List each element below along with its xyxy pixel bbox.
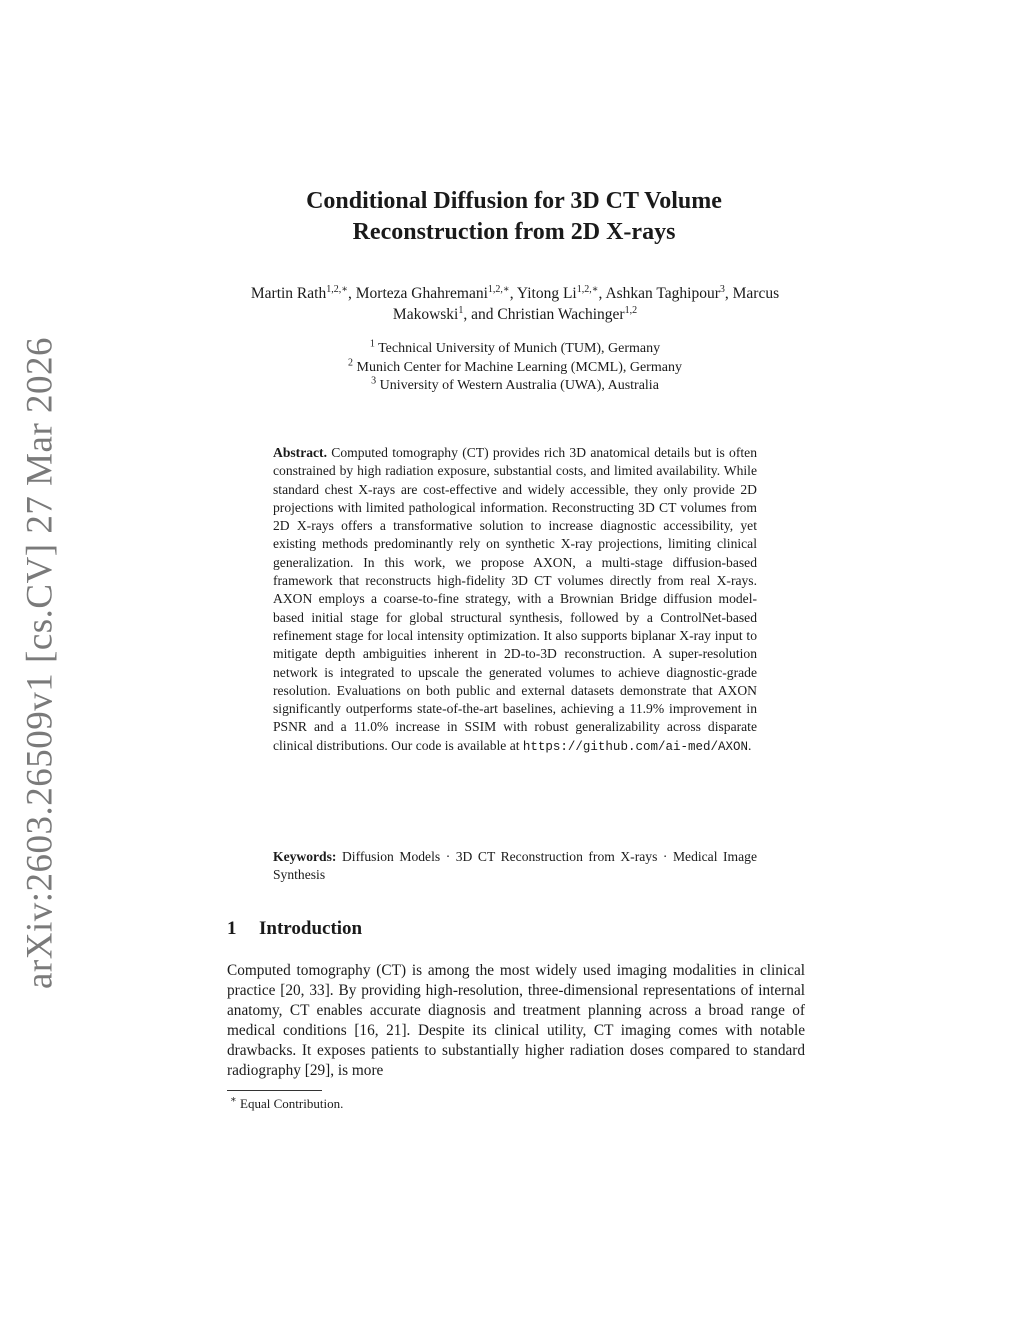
arxiv-identifier: arXiv:2603.26509v1 [cs.CV] 27 Mar 2026 xyxy=(19,336,61,990)
title-line-1: Conditional Diffusion for 3D CT Volume xyxy=(306,188,722,214)
keywords-text: Diffusion Models · 3D CT Reconstruction from X-rays · Medical Image Synthesis xyxy=(273,849,757,883)
keywords-label: Keywords: xyxy=(273,849,337,864)
author-affil-mark: 3 xyxy=(719,283,725,295)
author-name: Martin Rath xyxy=(250,285,327,302)
author-separator: , and xyxy=(463,306,498,323)
author-separator: , xyxy=(348,285,356,302)
section-number: 1 xyxy=(227,918,237,939)
author-separator: , xyxy=(598,285,606,302)
affiliation-text: Technical University of Munich (TUM), Germany xyxy=(378,341,661,356)
affiliation-number: 3 xyxy=(371,375,377,387)
affiliation-text: Munich Center for Machine Learning (MCML), Germany xyxy=(356,359,682,375)
affiliation-number: 1 xyxy=(369,338,375,350)
code-link[interactable]: https://github.com/ai-med/AXON xyxy=(522,739,748,754)
author-affil-mark: 1 xyxy=(458,304,464,316)
abstract-end: . xyxy=(747,737,752,753)
author-name: Marcus Makowski xyxy=(392,285,780,323)
author-name: Yitong Li xyxy=(516,285,577,302)
keywords xyxy=(273,848,757,885)
author-affil-mark: 1,2,∗ xyxy=(487,283,510,295)
affiliation-list xyxy=(230,340,800,396)
affiliation-item xyxy=(230,356,800,378)
affiliation-item xyxy=(230,377,800,396)
author-name: Morteza Ghahremani xyxy=(355,285,488,302)
author-name: Ashkan Taghipour xyxy=(605,285,720,302)
section-title: Introduction xyxy=(259,918,363,939)
author-list xyxy=(230,283,800,325)
author-affil-mark: 1,2,∗ xyxy=(326,283,349,295)
section-heading xyxy=(227,917,362,941)
author-separator: , xyxy=(724,285,733,302)
author-name: Christian Wachinger xyxy=(497,306,625,323)
author-separator: , xyxy=(509,285,517,302)
affiliation-item xyxy=(230,340,800,359)
abstract-text: Computed tomography (CT) provides rich 3D anatomical details but is often constrained by high radiation exposure, substantial costs, and limited availability. While standard chest X-rays are cost-effective and widely accessible, they only provide 2D projections with limited pathological information. Reconstructing 3D CT volumes from 2D X-rays offers a transformative solution to increase diagnostic accessibility, yet existing methods predominantly rely on synthetic X-ray projections, limiting clinical generalization. In this work, we propose AXON, a multi-stage diffusion-based framework that reconstructs high-fidelity 3D CT volumes directly from real X-rays. AXON employs a coarse-to-fine strategy, with a Brownian Bridge diffusion model-based initial stage for global structural synthesis, followed by a ControlNet-based refinement stage for local intensity optimization. It also supports biplanar X-ray input to mitigate depth ambiguities inherent in 2D-to-3D reconstruction. A super-resolution network is integrated to upscale the generated volumes to achieve diagnostic-grade resolution. Evaluations on both public and external datasets demonstrate that AXON significantly outperforms state-of-the-art baselines, achieving a 11.9% improvement in PSNR and a 11.0% increase in SSIM with robust generalizability across disparate clinical distributions. Our code is available at xyxy=(273,445,757,753)
footnote-mark: ∗ xyxy=(230,1094,237,1106)
footnote-divider xyxy=(227,1090,322,1091)
abstract-label: Abstract. xyxy=(273,445,327,460)
footnote xyxy=(230,1095,343,1112)
intro-paragraph: Computed tomography (CT) is among the most widely used imaging modalities in clinical practice [20, 33]. By providing high-resolution, three-dimensional representations of internal anatomy, CT enables accurate diagnosis and treatment planning across a broad range of medical conditions [16, 21]. Despite its clinical utility, CT imaging comes with notable drawbacks. It exposes patients to substantially higher radiation doses compared to standard radiography [29], is more xyxy=(227,962,805,1079)
affiliation-number: 2 xyxy=(348,356,354,368)
author-affil-mark: 1,2,∗ xyxy=(576,283,599,295)
abstract xyxy=(273,444,757,756)
footnote-text: Equal Contribution. xyxy=(240,1096,344,1111)
paper-title xyxy=(200,186,828,248)
title-line-2: Reconstruction from 2D X-rays xyxy=(352,219,676,245)
affiliation-text: University of Western Australia (UWA), Australia xyxy=(379,378,659,393)
author-affil-mark: 1,2 xyxy=(624,304,638,316)
